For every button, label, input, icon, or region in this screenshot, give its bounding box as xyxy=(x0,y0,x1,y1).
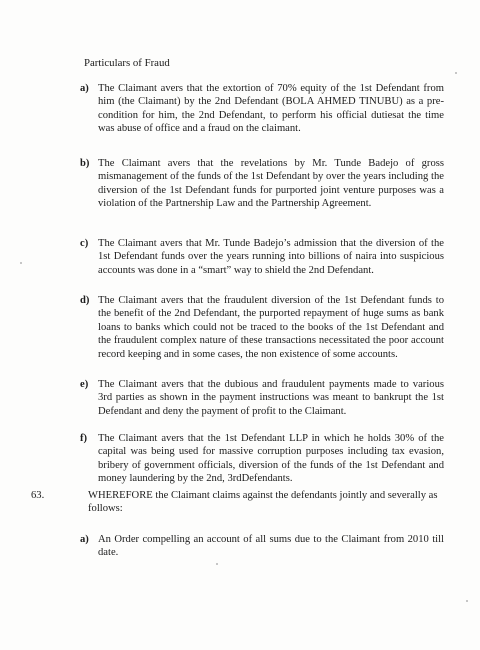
fraud-item-b xyxy=(80,157,444,211)
item-text: The Claimant avers that Mr. Tunde Badejo’s admission that the diversion of the 1st Defendant funds over the years running into billions of naira into suspicious accounts was done in a “smart” way to shield the 2nd Defendant. xyxy=(98,238,444,276)
scan-speck xyxy=(216,563,218,565)
item-marker: e) xyxy=(80,379,89,390)
item-text: An Order compelling an account of all sums due to the Claimant from 2010 till date. xyxy=(98,534,444,559)
fraud-item-d xyxy=(80,294,444,361)
scan-speck xyxy=(455,72,457,74)
item-marker: f) xyxy=(80,433,88,444)
item-marker: b) xyxy=(80,158,90,169)
scan-speck xyxy=(20,262,22,264)
item-marker: c) xyxy=(80,238,89,249)
fraud-item-e xyxy=(80,378,444,418)
fraud-item-c xyxy=(80,237,444,277)
section-heading: Particulars of Fraud xyxy=(84,57,170,69)
scan-speck xyxy=(466,600,468,602)
item-text: The Claimant avers that the extortion of 70% equity of the 1st Defendant from him (the Claimant) by the 2nd Defendant (BOLA AHMED TINUBU) as a pre-condition for him, the 2nd Defendant, to perform his official dutiesat the time was abuse of office and a fraud on the claimant. xyxy=(98,83,444,135)
item-text: The Claimant avers that the fraudulent diversion of the 1st Defendant funds to the benefit of the 2nd Defendant, the purported repayment of huge sums as bank loans to banks which could not be traced to the books of the 1st Defendant and the fraudulent complex nature of these transactions necessitated the poor account record keeping and in some cases, the non existence of some accounts. xyxy=(98,295,444,360)
paragraph-text: WHEREFORE the Claimant claims against the defendants jointly and severally as follows: xyxy=(88,490,438,515)
item-marker: d) xyxy=(80,295,90,306)
paragraph-number: 63. xyxy=(31,490,45,501)
paragraph-63 xyxy=(31,489,443,516)
fraud-item-a xyxy=(80,82,444,136)
fraud-item-f xyxy=(80,432,444,486)
item-text: The Claimant avers that the revelations by Mr. Tunde Badejo of gross mismanagement of the funds of the 1st Defendant by over the years including the diversion of the 1st Defendant funds for purported joint venture purposes was a violation of the Partnership Law and the Partnership Agreement. xyxy=(98,158,444,210)
item-marker: a) xyxy=(80,534,89,545)
item-text: The Claimant avers that the 1st Defendant LLP in which he holds 30% of the capital was being used for massive corruption purposes including tax evasion, bribery of government officials, diversion of the funds of the 1st Defendant and money laundering by the 2nd, 3rdDefendants. xyxy=(98,433,444,485)
item-text: The Claimant avers that the dubious and fraudulent payments made to various 3rd parties as shown in the payment instructions was meant to bankrupt the 1st Defendant and deny the payment of profit to the Claimant. xyxy=(98,379,444,417)
item-marker: a) xyxy=(80,83,89,94)
claim-item-a xyxy=(80,533,444,560)
